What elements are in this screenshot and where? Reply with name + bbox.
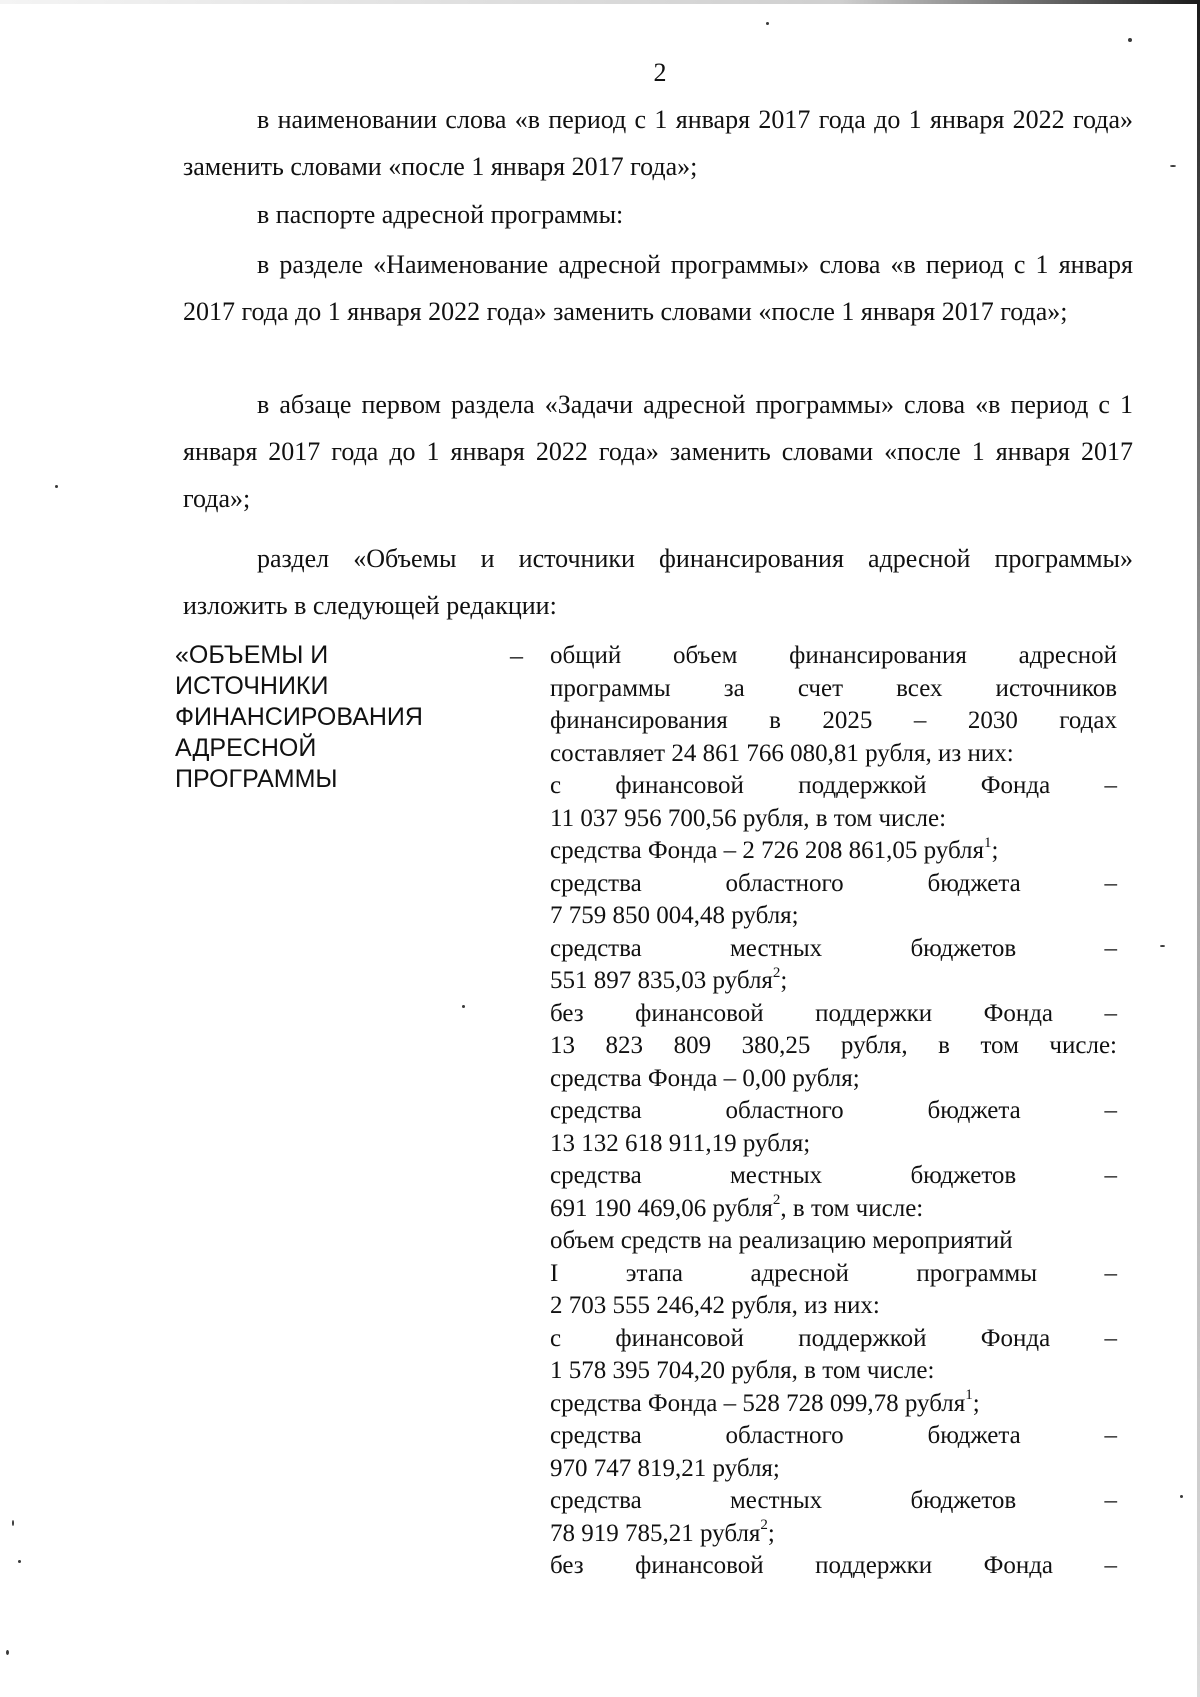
financing-line-text: 970 747 819,21 рубля; [550, 1454, 780, 1482]
financing-line [550, 1160, 1117, 1193]
scan-speck [462, 1005, 465, 1008]
financing-line-tail: ; [780, 967, 788, 994]
page-number: 2 [653, 58, 667, 87]
financing-line-text: 2 703 555 246,42 рубля, из них: [550, 1292, 880, 1319]
scan-speck [12, 1520, 14, 1526]
financing-line-text: средства местных бюджетов – [550, 934, 1117, 962]
financing-line-text: 13 132 618 911,19 рубля; [550, 1129, 811, 1157]
financing-line-tail: , в том числе: [780, 1194, 924, 1222]
financing-line-tail: ; [767, 1519, 775, 1547]
financing-line [550, 738, 1117, 771]
scan-speck [766, 22, 769, 25]
financing-line [550, 1453, 1117, 1486]
financing-title [175, 640, 475, 795]
financing-line-text: 691 190 469,06 рубля [550, 1194, 773, 1222]
financing-line-text: средства областного бюджета – [550, 869, 1117, 897]
paragraph-program-tasks: в абзаце первом раздела «Задачи адресной программы» слова «в период с 1 января 2017 года до 1 января 2022 года» заменить словами «после 1 января 2017 года»; [183, 390, 1133, 513]
financing-line [550, 1030, 1117, 1063]
paragraph-passport: в паспорте адресной программы: [257, 200, 624, 229]
paragraph-title-change: в наименовании слова «в период с 1 января 2017 года до 1 января 2022 года» заменить словами «после 1 января 2017 года»; [183, 105, 1133, 181]
financing-line [550, 1355, 1117, 1388]
financing-line [550, 1518, 1117, 1551]
financing-line [550, 900, 1117, 933]
financing-line [550, 770, 1117, 803]
scan-speck [18, 1560, 21, 1563]
financing-line-text: средства местных бюджетов – [550, 1162, 1117, 1189]
financing-line-text: программы за счет всех источников [550, 674, 1117, 702]
financing-line [550, 1550, 1117, 1583]
financing-line [550, 1323, 1117, 1356]
footnote-marker: 2 [760, 1517, 768, 1534]
financing-line-text: финансирования в 2025 – 2030 годах [550, 707, 1117, 734]
scan-speck [1160, 945, 1165, 947]
financing-line-text: 551 897 835,03 рубля [550, 967, 773, 994]
financing-title-line: ПРОГРАММЫ [175, 765, 338, 793]
financing-line-text: 13 823 809 380,25 рубля, в том числе: [550, 1032, 1117, 1059]
scan-speck [6, 1650, 9, 1655]
financing-line-text: 78 919 785,21 рубля [550, 1519, 761, 1547]
financing-line-tail: ; [972, 1389, 980, 1417]
financing-line-text: средства местных бюджетов – [550, 1487, 1117, 1514]
financing-line-text: средства Фонда – 2 726 208 861,05 рубля [550, 837, 985, 864]
financing-line-text: общий объем финансирования адресной [550, 642, 1117, 669]
financing-line [550, 673, 1117, 706]
financing-line [550, 640, 1117, 673]
financing-line [550, 998, 1117, 1031]
financing-line-text: средства Фонда – 0,00 рубля; [550, 1064, 860, 1092]
footnote-marker: 2 [772, 964, 781, 981]
financing-line-text: объем средств на реализацию мероприятий [550, 1227, 1013, 1254]
financing-title-line: «ОБЪЕМЫ И [175, 641, 329, 669]
financing-line-text: средства Фонда – 528 728 099,78 рубля [550, 1389, 966, 1417]
financing-line-text: с финансовой поддержкой Фонда – [550, 1324, 1117, 1352]
financing-line [550, 1225, 1117, 1258]
financing-title-line: АДРЕСНОЙ [175, 734, 317, 762]
financing-line [550, 1193, 1117, 1226]
financing-line [550, 1258, 1117, 1291]
financing-line [550, 1095, 1117, 1128]
financing-line-tail: ; [991, 837, 999, 864]
financing-line [550, 1290, 1117, 1323]
footnote-marker: 2 [772, 1192, 781, 1209]
table-dash: – [510, 641, 523, 670]
financing-line-text: составляет 24 861 766 080,81 рубля, из них: [550, 739, 1014, 767]
footnote-marker: 1 [984, 834, 992, 851]
financing-line-text: 11 037 956 700,56 рубля, в том числе: [550, 804, 947, 832]
paragraph-financing-section: раздел «Объемы и источники финансирования адресной программы» изложить в следующей редакции: [183, 544, 1133, 620]
financing-line-text: средства областного бюджета – [550, 1422, 1117, 1449]
scan-speck [55, 485, 58, 488]
scan-top-edge [0, 0, 1200, 4]
financing-line [550, 933, 1117, 966]
financing-line-text: 1 578 395 704,20 рубля, в том числе: [550, 1357, 935, 1384]
financing-line [550, 1128, 1117, 1161]
financing-title-line: ФИНАНСИРОВАНИЯ [175, 703, 423, 731]
financing-line [550, 965, 1117, 998]
financing-line [550, 1388, 1117, 1421]
financing-line-text: с финансовой поддержкой Фонда – [550, 772, 1117, 799]
paragraph-program-name: в разделе «Наименование адресной программы» слова «в период с 1 января 2017 года до 1 января 2022 года» заменить словами «после 1 января 2017 года»; [183, 250, 1133, 326]
financing-title-line: ИСТОЧНИКИ [175, 672, 329, 700]
financing-line-text: без финансовой поддержки Фонда – [550, 1552, 1117, 1579]
footnote-marker: 1 [965, 1387, 973, 1404]
financing-line [550, 803, 1117, 836]
financing-line-text: средства областного бюджета – [550, 1097, 1117, 1124]
financing-line [550, 705, 1117, 738]
financing-line [550, 1063, 1117, 1096]
financing-details [550, 640, 1117, 1583]
scan-speck [1170, 165, 1176, 167]
financing-line [550, 835, 1117, 868]
scan-speck [1180, 1495, 1183, 1498]
financing-line [550, 1485, 1117, 1518]
financing-line-text: I этапа адресной программы – [550, 1259, 1117, 1287]
financing-line [550, 1420, 1117, 1453]
scan-speck [1128, 38, 1132, 42]
financing-line-text: 7 759 850 004,48 рубля; [550, 902, 799, 929]
financing-line [550, 868, 1117, 901]
financing-line-text: без финансовой поддержки Фонда – [550, 999, 1117, 1027]
